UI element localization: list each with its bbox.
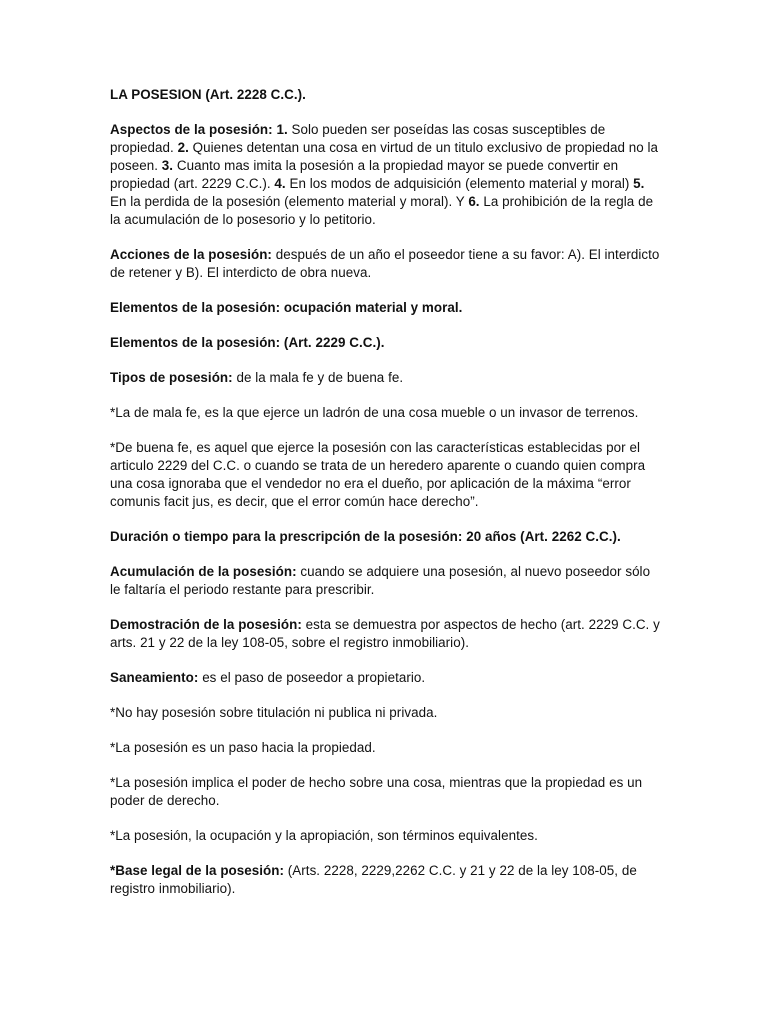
demostracion-label: Demostración de la posesión: (110, 617, 302, 632)
paragraph-nota-1: *No hay posesión sobre titulación ni publica ni privada. (110, 705, 438, 720)
paragraph-nota-3: *La posesión implica el poder de hecho sobre una cosa, mientras que la propiedad es un poder de derecho. (110, 775, 643, 808)
saneamiento-label: Saneamiento: (110, 670, 199, 685)
acumulacion-label: Acumulación de la posesión: (110, 564, 297, 579)
aspectos-label: Aspectos de la posesión: (110, 122, 273, 137)
document-body (110, 86, 662, 915)
tipos-label: Tipos de posesión: (110, 370, 233, 385)
paragraph-aspectos: Aspectos de la posesión: 1. Solo pueden ser poseídas las cosas susceptibles de propiedad. 2. Quienes detentan una cosa en virtud de un titulo exclusivo de propiedad no la poseen. 3. Cuanto mas imita la posesión a la propiedad mayor se puede convertir en propiedad (art. 2229 C.C.). 4. En los modos de adquisición (elemento material y moral) 5. En la perdida de la posesión (elemento material y moral). Y 6. La prohibición de la regla de la acumulación de lo posesorio y lo petitorio. (110, 122, 659, 227)
base-legal-label: *Base legal de la posesión: (110, 863, 285, 878)
paragraph-tipos: Tipos de posesión: de la mala fe y de buena fe. (110, 370, 404, 385)
paragraph-buena-fe: *De buena fe, es aquel que ejerce la posesión con las características establecidas por el articulo 2229 del C.C. o cuando se trata de un heredero aparente o cuando quien compra una cosa ignoraba que el vendedor no era el dueño, por aplicación de la máxima “error comunis facit jus, es decir, que el error común hace derecho”. (110, 440, 646, 509)
paragraph-nota-4: *La posesión, la ocupación y la apropiación, son términos equivalentes. (110, 828, 538, 843)
paragraph-saneamiento: Saneamiento: es el paso de poseedor a propietario. (110, 670, 426, 685)
document-title: LA POSESION (Art. 2228 C.C.). (110, 87, 306, 102)
paragraph-acciones: Acciones de la posesión: después de un año el poseedor tiene a su favor: A). El interdicto de retener y B). El interdicto de obra nueva. (110, 247, 660, 280)
paragraph-elementos-2: Elementos de la posesión: (Art. 2229 C.C.). (110, 335, 385, 350)
paragraph-base-legal: *Base legal de la posesión: (Arts. 2228, 2229,2262 C.C. y 21 y 22 de la ley 108-05, de registro inmobiliario). (110, 863, 637, 896)
paragraph-elementos-1: Elementos de la posesión: ocupación material y moral. (110, 300, 463, 315)
acciones-label: Acciones de la posesión: (110, 247, 272, 262)
paragraph-demostracion: Demostración de la posesión: esta se demuestra por aspectos de hecho (art. 2229 C.C. y arts. 21 y 22 de la ley 108-05, sobre el registro inmobiliario). (110, 617, 660, 650)
paragraph-mala-fe: *La de mala fe, es la que ejerce un ladrón de una cosa mueble o un invasor de terrenos. (110, 405, 639, 420)
paragraph-acumulacion: Acumulación de la posesión: cuando se adquiere una posesión, al nuevo poseedor sólo le faltaría el periodo restante para prescribir. (110, 564, 651, 597)
paragraph-duracion: Duración o tiempo para la prescripción de la posesión: 20 años (Art. 2262 C.C.). (110, 529, 621, 544)
paragraph-nota-2: *La posesión es un paso hacia la propiedad. (110, 740, 376, 755)
